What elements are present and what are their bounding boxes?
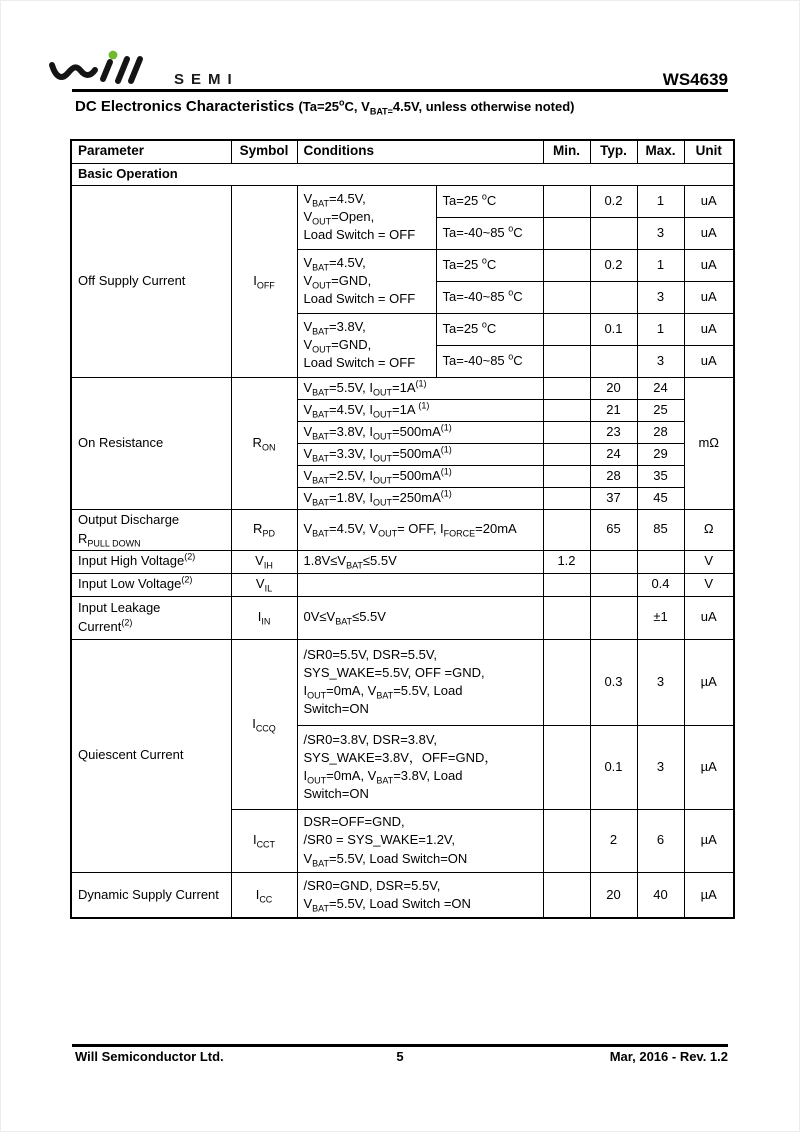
page-title bbox=[75, 98, 575, 115]
min-cell bbox=[543, 872, 590, 918]
footer-company: Will Semiconductor Ltd. bbox=[75, 1049, 224, 1064]
typ-cell bbox=[590, 550, 637, 573]
max-cell: 1 bbox=[637, 249, 684, 281]
max-cell: 1 bbox=[637, 313, 684, 345]
symbol-cell: $I_{CCQ}$ bbox=[231, 639, 297, 809]
max-cell: 3 bbox=[637, 345, 684, 377]
ta-condition-cell: Ta=-40~85 $^o$C bbox=[436, 345, 543, 377]
symbol-cell: $I_{CC}$ bbox=[231, 872, 297, 918]
condition-cell: $V_{BAT}=4.5V$, $V_{OUT}=GND$, Load Switch = OFF bbox=[297, 249, 436, 313]
max-cell: 24 bbox=[637, 377, 684, 399]
min-cell bbox=[543, 217, 590, 249]
logo-i-stem bbox=[103, 62, 110, 79]
typ-cell: 24 bbox=[590, 443, 637, 465]
condition-cell: $V_{BAT}=3.8V$, $V_{OUT}=GND$, Load Switch = OFF bbox=[297, 313, 436, 377]
footer-page-number: 5 bbox=[396, 1049, 404, 1064]
max-cell: 3 bbox=[637, 281, 684, 313]
unit-cell: µA bbox=[684, 639, 734, 725]
table-row bbox=[71, 509, 734, 550]
max-cell: 3 bbox=[637, 217, 684, 249]
typ-cell: 20 bbox=[590, 377, 637, 399]
param-cell: Off Supply Current bbox=[71, 185, 231, 377]
max-cell: 3 bbox=[637, 725, 684, 809]
typ-cell bbox=[590, 281, 637, 313]
typ-cell: 65 bbox=[590, 509, 637, 550]
min-cell bbox=[543, 487, 590, 509]
param-cell: Output Discharge $R_{PULL DOWN}$ bbox=[71, 509, 231, 550]
col-header-symbol: Symbol bbox=[231, 140, 297, 163]
col-header-unit: Unit bbox=[684, 140, 734, 163]
min-cell bbox=[543, 725, 590, 809]
table-row bbox=[71, 639, 734, 725]
footer-revision: Mar, 2016 - Rev. 1.2 bbox=[609, 1049, 728, 1064]
param-cell: On Resistance bbox=[71, 377, 231, 509]
logo-slash-2 bbox=[131, 59, 140, 81]
header-rule bbox=[72, 89, 728, 92]
unit-cell: uA bbox=[684, 596, 734, 639]
ta-condition-cell: Ta=25 $^o$C bbox=[436, 313, 543, 345]
typ-cell bbox=[590, 217, 637, 249]
max-cell: 40 bbox=[637, 872, 684, 918]
min-cell bbox=[543, 509, 590, 550]
typ-cell bbox=[590, 345, 637, 377]
min-cell bbox=[543, 345, 590, 377]
min-cell bbox=[543, 249, 590, 281]
condition-cell bbox=[297, 573, 543, 596]
page-header bbox=[46, 48, 728, 92]
max-cell: 3 bbox=[637, 639, 684, 725]
unit-cell: Ω bbox=[684, 509, 734, 550]
param-cell: Quiescent Current bbox=[71, 639, 231, 872]
condition-cell: $V_{BAT}=3.8V$, $I_{OUT}=500mA^{(1)}$ bbox=[297, 421, 543, 443]
typ-cell: 0.1 bbox=[590, 725, 637, 809]
min-cell bbox=[543, 313, 590, 345]
max-cell: 25 bbox=[637, 399, 684, 421]
symbol-cell: $R_{ON}$ bbox=[231, 377, 297, 509]
min-cell bbox=[543, 421, 590, 443]
min-cell bbox=[543, 399, 590, 421]
typ-cell: 23 bbox=[590, 421, 637, 443]
unit-cell: mΩ bbox=[684, 377, 734, 509]
symbol-cell: $V_{IL}$ bbox=[231, 573, 297, 596]
unit-cell: V bbox=[684, 550, 734, 573]
part-number: WS4639 bbox=[662, 70, 728, 89]
condition-cell: $V_{BAT}=1.8V$, $I_{OUT}=250mA^{(1)}$ bbox=[297, 487, 543, 509]
condition-cell: /SR0=5.5V, DSR=5.5V, SYS_WAKE=5.5V, OFF =GND, $I_{OUT}=0mA$, $V_{BAT}=5.5V$, Load Switch=ON bbox=[297, 639, 543, 725]
title-condition: ($Ta=25^oC$, $V_{BAT=}4.5V$, unless otherwise noted) bbox=[298, 97, 575, 117]
table-header-row bbox=[71, 140, 734, 163]
param-cell: Input Low Voltage$^{(2)}$ bbox=[71, 573, 231, 596]
min-cell bbox=[543, 281, 590, 313]
unit-cell: uA bbox=[684, 281, 734, 313]
dc-characteristics-table bbox=[70, 139, 735, 919]
min-cell bbox=[543, 573, 590, 596]
willsemi-logo bbox=[46, 48, 239, 92]
condition-cell: /SR0=3.8V, DSR=3.8V, SYS_WAKE=3.8V，OFF=GND， $I_{OUT}=0mA$, $V_{BAT}=3.8V$, Load Switch=ON bbox=[297, 725, 543, 809]
footer-rule bbox=[72, 1044, 728, 1047]
unit-cell: µA bbox=[684, 725, 734, 809]
title-main: DC Electronics Characteristics bbox=[75, 98, 295, 115]
col-header-min: Min. bbox=[543, 140, 590, 163]
symbol-cell: $I_{CCT}$ bbox=[231, 809, 297, 872]
condition-cell: $V_{BAT}=2.5V$, $I_{OUT}=500mA^{(1)}$ bbox=[297, 465, 543, 487]
min-cell bbox=[543, 377, 590, 399]
condition-cell: $V_{BAT}=4.5V$, $V_{OUT}=Open$, Load Switch = OFF bbox=[297, 185, 436, 249]
logo-slash-1 bbox=[118, 59, 127, 81]
max-cell: 45 bbox=[637, 487, 684, 509]
typ-cell: 28 bbox=[590, 465, 637, 487]
table-row bbox=[71, 550, 734, 573]
typ-cell: 0.1 bbox=[590, 313, 637, 345]
max-cell bbox=[637, 550, 684, 573]
condition-cell: $V_{BAT}=5.5V$, $I_{OUT}=1A^{(1)}$ bbox=[297, 377, 543, 399]
unit-cell: uA bbox=[684, 249, 734, 281]
typ-cell: 0.2 bbox=[590, 185, 637, 217]
table-row bbox=[71, 596, 734, 639]
col-header-parameter: Parameter bbox=[71, 140, 231, 163]
table-row bbox=[71, 185, 734, 217]
ta-condition-cell: Ta=25 $^o$C bbox=[436, 185, 543, 217]
table-row bbox=[71, 377, 734, 399]
min-cell: 1.2 bbox=[543, 550, 590, 573]
logo-semi-text: SEMI bbox=[174, 71, 239, 88]
typ-cell: 2 bbox=[590, 809, 637, 872]
max-cell: 28 bbox=[637, 421, 684, 443]
ta-condition-cell: Ta=25 $^o$C bbox=[436, 249, 543, 281]
willsemi-logo-mark bbox=[46, 48, 164, 92]
ta-condition-cell: Ta=-40~85 $^o$C bbox=[436, 217, 543, 249]
col-header-typ: Typ. bbox=[590, 140, 637, 163]
condition-cell: DSR=OFF=GND, /SR0 = SYS_WAKE=1.2V, $V_{BAT}=5.5V$, Load Switch=ON bbox=[297, 809, 543, 872]
symbol-cell: $I_{IN}$ bbox=[231, 596, 297, 639]
min-cell bbox=[543, 596, 590, 639]
min-cell bbox=[543, 443, 590, 465]
unit-cell: V bbox=[684, 573, 734, 596]
condition-cell: $V_{BAT}=4.5V$, $I_{OUT}=1A$ $^{(1)}$ bbox=[297, 399, 543, 421]
min-cell bbox=[543, 465, 590, 487]
ta-condition-cell: Ta=-40~85 $^o$C bbox=[436, 281, 543, 313]
unit-cell: uA bbox=[684, 345, 734, 377]
unit-cell: uA bbox=[684, 313, 734, 345]
section-title: Basic Operation bbox=[71, 163, 734, 185]
condition-cell: $0V\le V_{BAT}\le 5.5V$ bbox=[297, 596, 543, 639]
col-header-conditions: Conditions bbox=[297, 140, 543, 163]
condition-cell: $V_{BAT}=3.3V$, $I_{OUT}=500mA^{(1)}$ bbox=[297, 443, 543, 465]
typ-cell bbox=[590, 573, 637, 596]
condition-cell: /SR0=GND, DSR=5.5V, $V_{BAT}=5.5V$, Load Switch =ON bbox=[297, 872, 543, 918]
max-cell: 29 bbox=[637, 443, 684, 465]
table-row bbox=[71, 872, 734, 918]
condition-cell: $1.8V\le V_{BAT}\le 5.5V$ bbox=[297, 550, 543, 573]
unit-cell: µA bbox=[684, 809, 734, 872]
min-cell bbox=[543, 639, 590, 725]
page-footer bbox=[72, 1049, 728, 1067]
param-cell: Dynamic Supply Current bbox=[71, 872, 231, 918]
typ-cell: 37 bbox=[590, 487, 637, 509]
typ-cell: 0.3 bbox=[590, 639, 637, 725]
max-cell: 0.4 bbox=[637, 573, 684, 596]
typ-cell: 0.2 bbox=[590, 249, 637, 281]
logo-dot-icon bbox=[109, 51, 118, 60]
symbol-cell: $I_{OFF}$ bbox=[231, 185, 297, 377]
min-cell bbox=[543, 809, 590, 872]
section-row bbox=[71, 163, 734, 185]
param-cell: Input High Voltage$^{(2)}$ bbox=[71, 550, 231, 573]
unit-cell: µA bbox=[684, 872, 734, 918]
logo-wave-shape bbox=[52, 65, 95, 77]
min-cell bbox=[543, 185, 590, 217]
max-cell: ±1 bbox=[637, 596, 684, 639]
max-cell: 35 bbox=[637, 465, 684, 487]
typ-cell: 20 bbox=[590, 872, 637, 918]
max-cell: 85 bbox=[637, 509, 684, 550]
unit-cell: uA bbox=[684, 217, 734, 249]
unit-cell: uA bbox=[684, 185, 734, 217]
symbol-cell: $V_{IH}$ bbox=[231, 550, 297, 573]
condition-cell: $V_{BAT}=4.5V$, $V_{OUT}=$ OFF, $I_{FORCE}=20mA$ bbox=[297, 509, 543, 550]
table-row bbox=[71, 573, 734, 596]
typ-cell: 21 bbox=[590, 399, 637, 421]
max-cell: 1 bbox=[637, 185, 684, 217]
param-cell: Input Leakage Current$^{(2)}$ bbox=[71, 596, 231, 639]
max-cell: 6 bbox=[637, 809, 684, 872]
symbol-cell: $R_{PD}$ bbox=[231, 509, 297, 550]
typ-cell bbox=[590, 596, 637, 639]
col-header-max: Max. bbox=[637, 140, 684, 163]
